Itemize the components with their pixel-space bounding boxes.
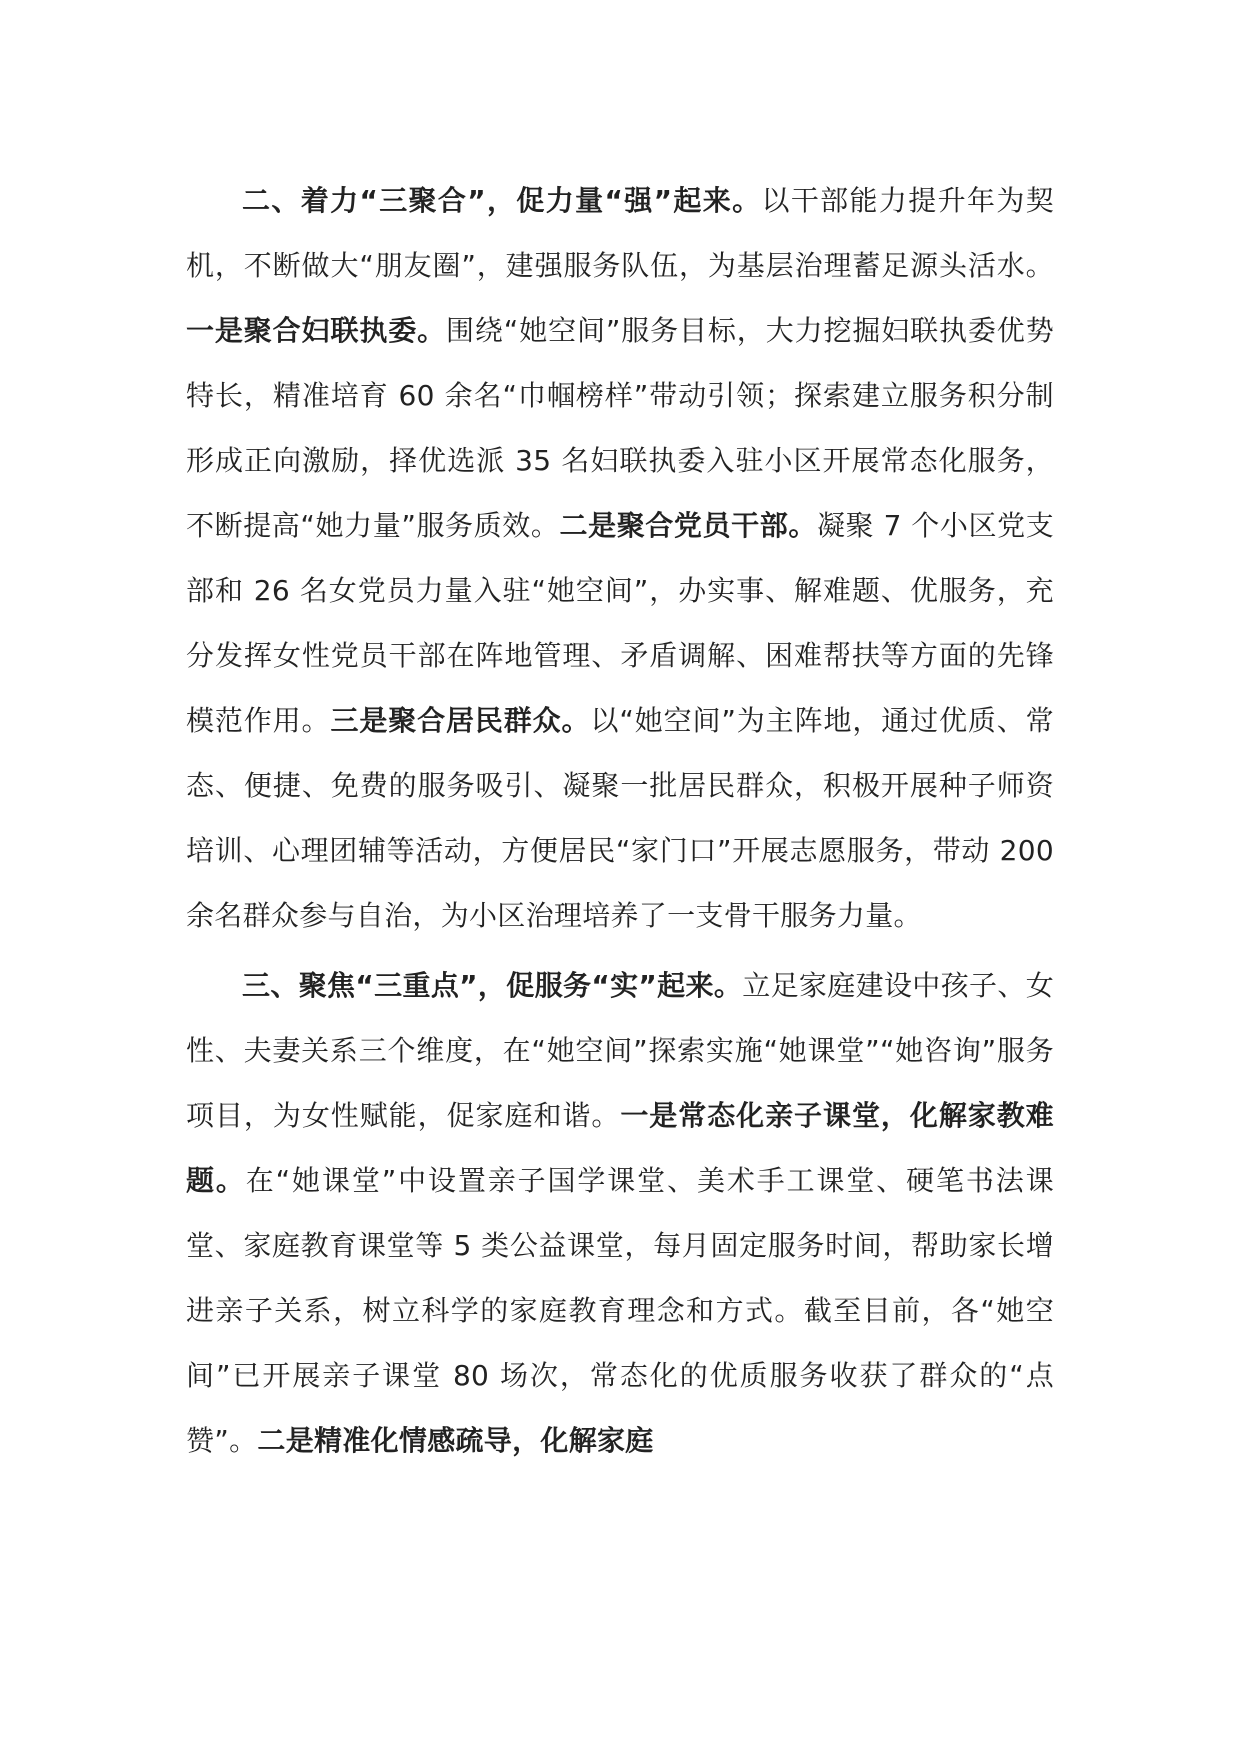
paragraph-strengthen-force: [186, 168, 1054, 948]
body-text: 围绕“她空间”服务目标，大力挖掘妇联执委优势特长，精准培育 60 余名“巾帼榜样”带动引领；探索建立服务积分制形成正向激励，择优选派 35 名妇联执委入驻小区开展常态化服务，不断提高“她力量”服务质效。: [186, 314, 1054, 542]
document-page: [186, 168, 1054, 1473]
point-heading-party-members: 二是聚合党员干部。: [559, 509, 817, 542]
body-text: 在“她课堂”中设置亲子国学课堂、美术手工课堂、硬笔书法课堂、家庭教育课堂等 5 类公益课堂，每月固定服务时间，帮助家长增进亲子关系，树立科学的家庭教育理念和方式。截至目前，各“她空间”已开展亲子课堂 80 场次，常态化的优质服务收获了群众的“点赞”。: [186, 1164, 1054, 1457]
body-text: 以干部能力提升年为契机，不断做大“朋友圈”，建强服务队伍，为基层治理蓄足源头活水。: [186, 184, 1054, 282]
point-heading-women-federation: 一是聚合妇联执委。: [186, 314, 447, 347]
paragraph-service-focus: [186, 953, 1054, 1473]
body-text: 凝聚 7 个小区党支部和 26 名女党员力量入驻“她空间”，办实事、解难题、优服务，充分发挥女性党员干部在阵地管理、矛盾调解、困难帮扶等方面的先锋模范作用。: [186, 509, 1054, 737]
section-heading-two: 二、着力“三聚合”，促力量“强”起来。: [242, 184, 762, 217]
section-heading-three: 三、聚焦“三重点”，促服务“实”起来。: [242, 969, 743, 1002]
point-heading-residents: 三是聚合居民群众。: [330, 704, 591, 737]
body-text: 以“她空间”为主阵地，通过优质、常态、便捷、免费的服务吸引、凝聚一批居民群众，积极开展种子师资培训、心理团辅等活动，方便居民“家门口”开展志愿服务，带动 200 余名群众参与自治，为小区治理培养了一支骨干服务力量。: [186, 704, 1054, 932]
body-text: 立足家庭建设中孩子、女性、夫妻关系三个维度，在“她空间”探索实施“她课堂”“她咨询”服务项目，为女性赋能，促家庭和谐。: [186, 969, 1054, 1132]
point-heading-parent-child-class: 一是常态化亲子课堂，化解家教难题。: [186, 1099, 1054, 1197]
point-heading-emotional-counseling: 二是精准化情感疏导，化解家庭: [257, 1424, 654, 1457]
